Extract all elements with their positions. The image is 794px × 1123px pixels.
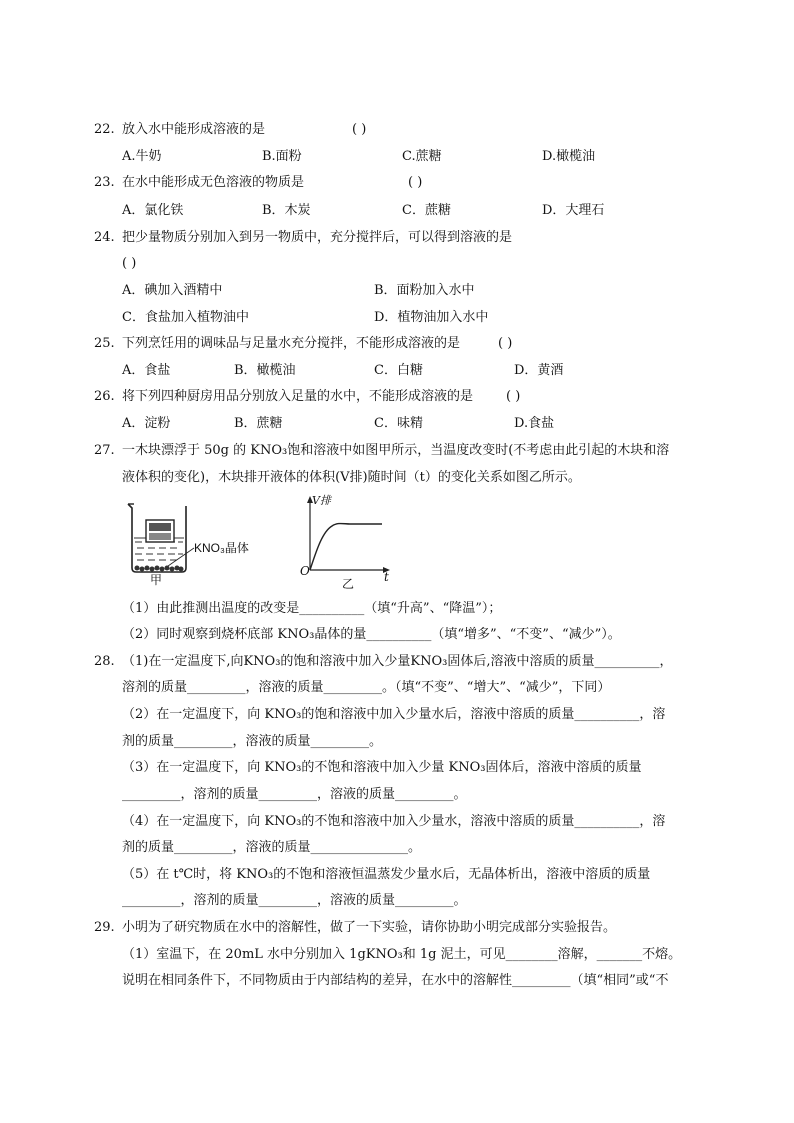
q28-line: 剂的质量_________，溶液的质量_______________。 <box>122 840 422 855</box>
q28-line: （1)在一定温度下,向KNO₃的饱和溶液中加入少量KNO₃固体后,溶液中溶质的质量__________， <box>122 654 673 669</box>
option-c: C．白糖 <box>374 363 423 378</box>
option-b: B．面粉加入水中 <box>374 283 475 298</box>
question-text: 放入水中能形成溶液的是 <box>122 122 266 137</box>
option-c: C．食盐加入植物油中 <box>122 310 249 325</box>
answer-bracket: ( ) <box>498 336 513 351</box>
question-number: 26. <box>94 389 115 404</box>
option-b: B．木炭 <box>262 203 311 218</box>
origin-label: O <box>300 564 310 578</box>
crystal-label: KNO₃晶体 <box>194 541 249 555</box>
q28-line: _________，溶剂的质量_________，溶液的质量_________。 <box>122 893 467 908</box>
figure-yi-caption: 乙 <box>342 577 355 591</box>
question-text: 一木块漂浮于 50g 的 KNO₃饱和溶液中如图甲所示，当温度改变时(不考虑由此引起的木块和溶 <box>122 443 670 458</box>
option-b: B．橄榄油 <box>234 363 296 378</box>
option-d: D.食盐 <box>514 416 555 431</box>
v-t-curve <box>310 524 382 571</box>
option-d: D.橄榄油 <box>542 149 596 164</box>
answer-bracket: ( ) <box>408 175 423 190</box>
q29-line: 小明为了研究物质在水中的溶解性，做了一下实验，请你协助小明完成部分实验报告。 <box>122 920 617 935</box>
figure-jia-caption: 甲 <box>150 573 163 587</box>
sub-question-1: （1）由此推测出温度的改变是__________（填“升高”、“降温”）； <box>122 601 502 616</box>
question-number: 27. <box>94 443 115 458</box>
question-text: 在水中能形成无色溶液的物质是 <box>122 175 305 190</box>
wood-block <box>146 520 174 542</box>
label-leader <box>168 548 194 566</box>
x-axis-label: t <box>384 570 389 584</box>
option-b: B．蔗糖 <box>234 416 283 431</box>
option-a: A．食盐 <box>122 363 171 378</box>
question-text: 将下列四种厨房用品分别放入足量的水中，不能形成溶液的是 <box>122 389 474 404</box>
question-number: 24. <box>94 230 115 245</box>
sub-question-2: （2）同时观察到烧杯底部 KNO₃晶体的量__________（填“增多”、“不变”、“减少”）。 <box>122 627 621 642</box>
option-c: C．蔗糖 <box>402 203 451 218</box>
q29-line: （1）室温下，在 20mL 水中分别加入 1gKNO₃和 1g 泥土，可见________溶解，_______不熔。 <box>122 947 682 962</box>
q28-line: （2）在一定温度下，向 KNO₃的饱和溶液中加入少量水后，溶液中溶质的质量__________，溶 <box>122 707 666 722</box>
option-b: B.面粉 <box>262 149 302 164</box>
option-a: A．淀粉 <box>122 416 171 431</box>
y-axis-label: V排 <box>312 494 331 507</box>
question-number: 25. <box>94 336 115 351</box>
q28-line: _________，溶剂的质量_________，溶液的质量_________。 <box>122 787 467 802</box>
question-number: 29. <box>94 920 115 935</box>
option-c: C．味精 <box>374 416 423 431</box>
q28-line: （4）在一定温度下，向 KNO₃的不饱和溶液中加入少量水，溶液中溶质的质量__________，溶 <box>122 814 666 829</box>
question-number: 22. <box>94 122 115 137</box>
q28-line: 溶剂的质量_________，溶液的质量_________。（填“不变”、“增大”、“减少”，下同） <box>122 680 611 695</box>
q28-line: （3）在一定温度下，向 KNO₃的不饱和溶液中加入少量 KNO₃固体后，溶液中溶质的质量 <box>122 760 642 775</box>
option-a: A．氯化铁 <box>122 203 184 218</box>
answer-bracket: ( ) <box>352 122 367 137</box>
question-text-cont: 液体积的变化)，木块排开液体的体积(V排)随时间（t）的变化关系如图乙所示。 <box>122 470 581 485</box>
option-d: D．大理石 <box>542 203 605 218</box>
q28-line: （5）在 t℃时，将 KNO₃的不饱和溶液恒温蒸发少量水后，无晶体析出，溶液中溶质的质量 <box>122 867 651 882</box>
answer-bracket: ( ) <box>506 389 521 404</box>
option-c: C.蔗糖 <box>402 149 442 164</box>
option-d: D．黄酒 <box>514 363 564 378</box>
option-d: D．植物油加入水中 <box>374 310 489 325</box>
question-text: 下列烹饪用的调味品与足量水充分搅拌，不能形成溶液的是 <box>122 336 461 351</box>
question-number: 23. <box>94 175 115 190</box>
question-number: 28. <box>94 654 115 669</box>
q28-line: 剂的质量_________，溶液的质量_________。 <box>122 734 383 749</box>
q29-line: 说明在相同条件下，不同物质由于内部结构的差异，在水中的溶解性_________（填“相同”或“不 <box>122 973 669 988</box>
option-a: A.牛奶 <box>122 149 162 164</box>
question-text: 把少量物质分别加入到另一物质中，充分搅拌后，可以得到溶液的是 <box>122 230 513 245</box>
answer-bracket: ( ) <box>122 256 137 271</box>
option-a: A．碘加入酒精中 <box>122 283 223 298</box>
